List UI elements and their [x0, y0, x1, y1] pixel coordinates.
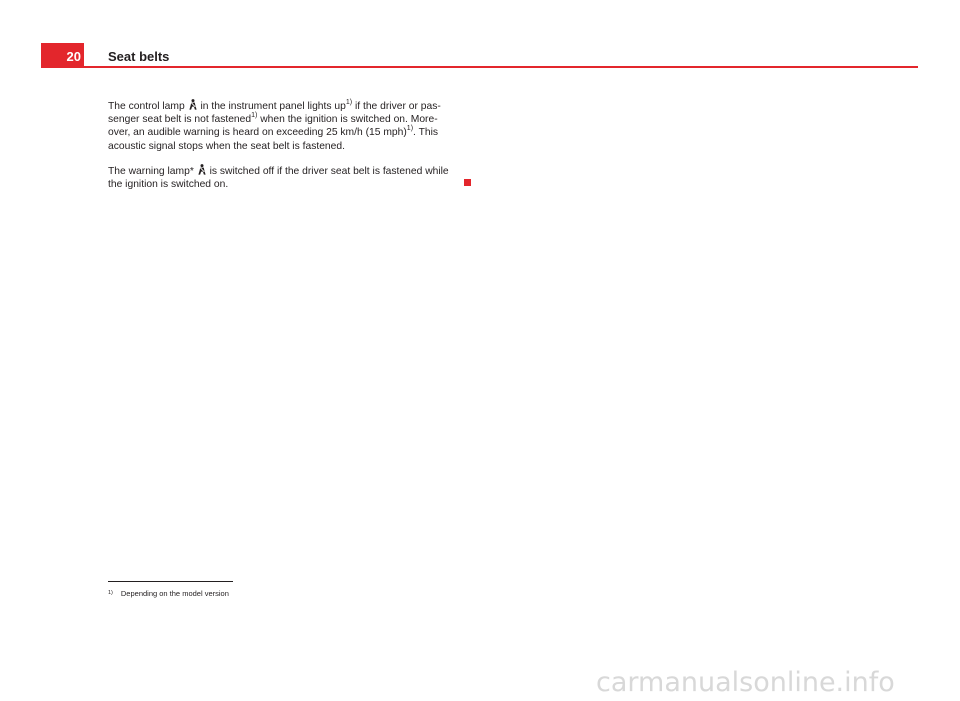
paragraph-control-lamp — [108, 99, 468, 153]
footnote-marker: 1) — [108, 590, 113, 596]
footnote-text: Depending on the model version — [120, 589, 229, 598]
page-number: 20 — [66, 49, 81, 64]
header-rule — [41, 66, 918, 68]
text-line: The control lamp in the instrument panel lights $up^{1)}$ if the driver or pas- — [108, 98, 441, 112]
text-line: acoustic signal stops when the seat belt is fastened. — [108, 140, 345, 152]
section-end-marker — [464, 179, 471, 186]
footnote — [108, 589, 229, 600]
seat-belt-warning-icon — [189, 99, 197, 110]
text-line: The warning lamp* is switched off if the driver seat belt is fastened while — [108, 166, 449, 177]
text-line: over, an audible warning is heard on exceeding 25 km/h (15 mph)$^{1)}$. This — [108, 124, 439, 139]
footnote-rule — [108, 581, 233, 582]
paragraph-warning-lamp — [108, 164, 468, 191]
section-title: Seat belts — [108, 49, 170, 64]
watermark: carmanualsonline.info — [596, 667, 895, 698]
text-line: the ignition is switched on. — [108, 179, 229, 191]
text-line: senger seat belt is not fastened$^{1)}$ when the ignition is switched on. More- — [108, 111, 438, 126]
seat-belt-warning-icon — [198, 164, 206, 175]
